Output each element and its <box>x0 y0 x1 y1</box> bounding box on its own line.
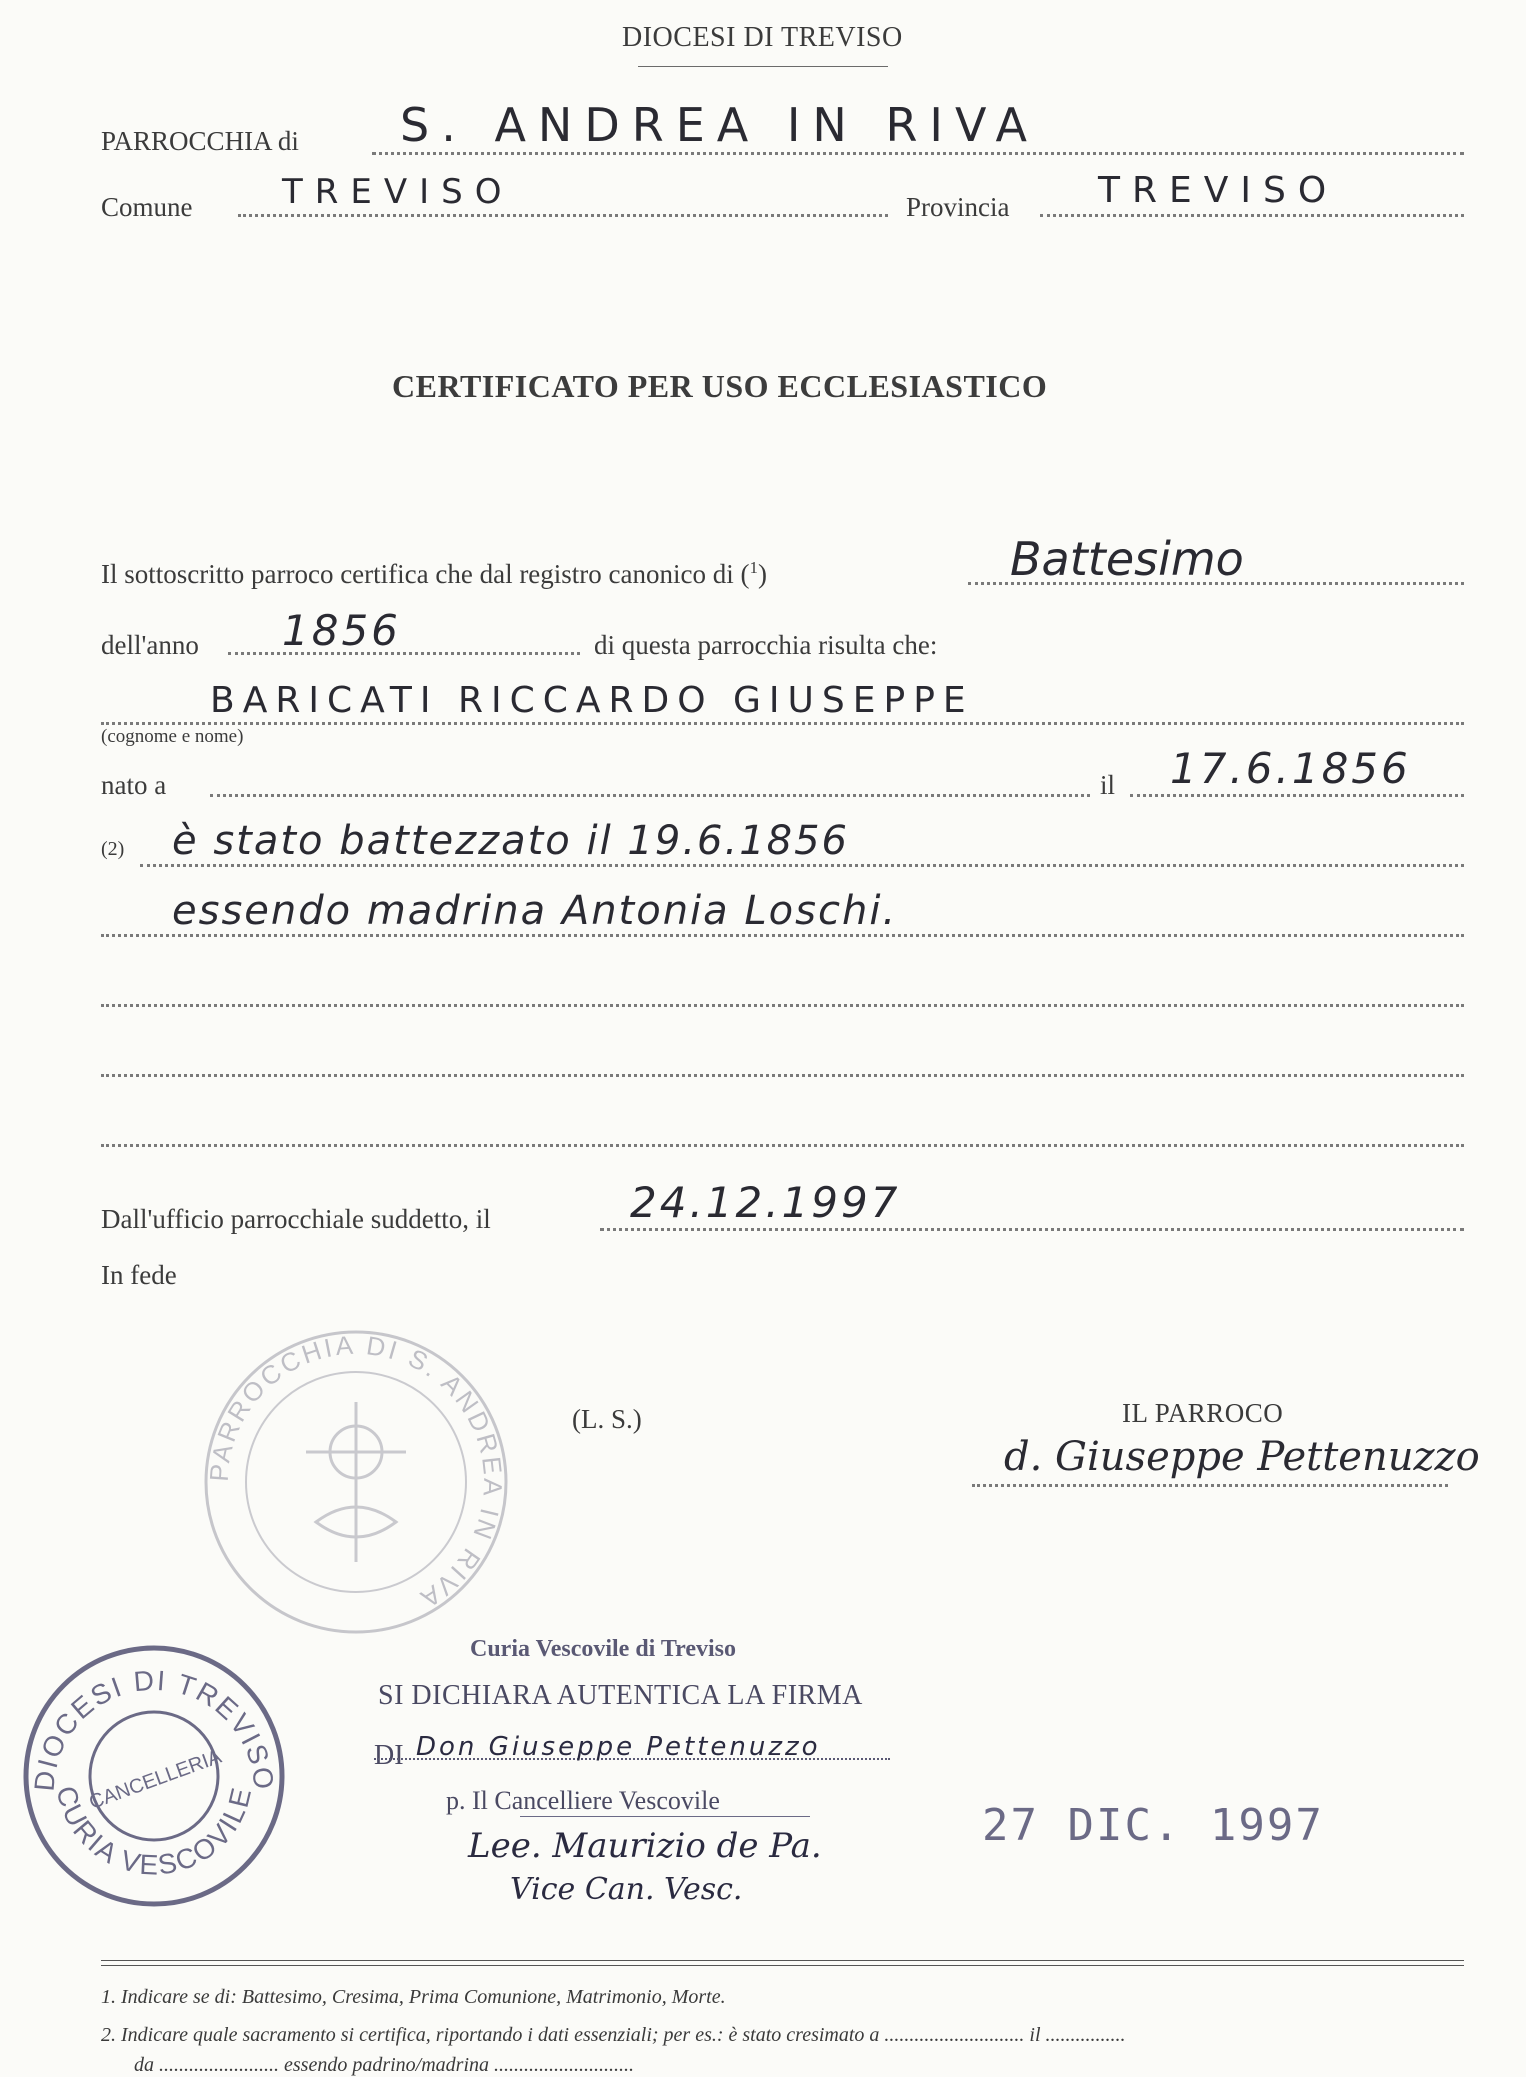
office-label: Dall'ufficio parrocchiale suddetto, il <box>101 1204 491 1234</box>
office-date-value: 24.12.1997 <box>630 1178 901 1227</box>
footnote-ref-1: 1 <box>749 558 758 577</box>
footnote-2a: 2. Indicare quale sacramento si certifica, riportando i dati essenziali; per es.: è stato cresimato a ............................ il ................ <box>101 2024 1126 2046</box>
comune-dotted-line <box>238 214 888 217</box>
intro-text-close: ) <box>758 559 767 589</box>
intro-text-main: Il sottoscritto parroco certifica che dal registro canonico di ( <box>101 559 750 589</box>
chancellery-stamp-graphic <box>18 1640 290 1912</box>
authentic-line: SI DICHIARA AUTENTICA LA FIRMA <box>378 1680 863 1711</box>
name-caption: (cognome e nome) <box>101 726 244 747</box>
detail-dotted-line-5 <box>101 1144 1464 1147</box>
ls-label: (L. S.) <box>572 1404 642 1434</box>
footer-rule-1 <box>101 1960 1464 1961</box>
year-label: dell'anno <box>101 630 199 660</box>
detail-line-1: è stato battezzato il 19.6.1856 <box>172 818 849 864</box>
certificate-title: CERTIFICATO PER USO ECCLESIASTICO <box>392 368 1048 404</box>
born-date-value: 17.6.1856 <box>1170 744 1411 793</box>
date-stamp: 27 DIC. 1997 <box>982 1800 1324 1851</box>
provincia-dotted-line <box>1040 214 1464 217</box>
detail-dotted-line-3 <box>101 1004 1464 1007</box>
svg-text:CURIA VESCOVILE <box>50 1783 257 1881</box>
detail-dotted-line-4 <box>101 1074 1464 1077</box>
born-date-label: il <box>1100 770 1116 800</box>
di-label: DI <box>374 1740 404 1771</box>
name-value: BARICATI RICCARDO GIUSEPPE <box>210 680 974 721</box>
in-fede: In fede <box>101 1260 177 1290</box>
footnote-ref-2: (2) <box>101 838 125 860</box>
footnote-1: 1. Indicare se di: Battesimo, Cresima, Prima Comunione, Matrimonio, Morte. <box>101 1986 726 2008</box>
year-dotted-line <box>228 652 580 655</box>
parroco-label: IL PARROCO <box>1122 1398 1284 1428</box>
footer-rule-2 <box>101 1965 1464 1966</box>
parish-label: PARROCCHIA di <box>101 126 299 156</box>
born-place-dotted-line <box>210 794 1090 797</box>
provincia-label: Provincia <box>906 192 1010 222</box>
born-label: nato a <box>101 770 167 800</box>
chancellor-signature: Lee. Maurizio de Pa. <box>468 1826 822 1866</box>
parish-seal-text: PARROCCHIA DI S. ANDREA IN RIVA <box>203 1329 509 1616</box>
chancellor-label: p. Il Cancelliere Vescovile <box>446 1786 720 1815</box>
round-stamp-top: DIOCESI DI TREVISO <box>28 1664 280 1793</box>
name-dotted-line <box>101 722 1464 725</box>
round-stamp-center: CANCELLERIA <box>86 1745 225 1814</box>
comune-label: Comune <box>101 192 193 222</box>
curia-stamp-title: Curia Vescovile di Treviso <box>470 1636 737 1662</box>
comune-value: TREVISO <box>282 172 514 212</box>
office-date-dotted-line <box>600 1228 1464 1231</box>
round-stamp-bottom: CURIA VESCOVILE <box>50 1782 258 1881</box>
diocese-heading: DIOCESI DI TREVISO <box>622 22 903 53</box>
chancellery-round-stamp <box>18 1640 290 1912</box>
parish-dotted-line <box>372 152 1464 155</box>
register-value: Battesimo <box>1010 532 1244 586</box>
parroco-signature: d. Giuseppe Pettenuzzo <box>1004 1434 1480 1480</box>
parish-value: S. ANDREA IN RIVA <box>400 98 1039 152</box>
provincia-value: TREVISO <box>1098 170 1339 211</box>
chancellor-role: Vice Can. Vesc. <box>510 1872 743 1907</box>
parish-seal-graphic <box>196 1322 516 1642</box>
diocese-underline <box>638 66 888 67</box>
footnote-2b: da ........................ essendo padrino/madrina ............................ <box>134 2054 634 2076</box>
year-value: 1856 <box>282 606 401 655</box>
detail-dotted-line-1 <box>140 864 1464 867</box>
chancellor-underline <box>520 1816 810 1817</box>
detail-line-2: essendo madrina Antonia Loschi. <box>172 888 898 934</box>
parish-seal <box>196 1322 516 1642</box>
di-value: Don Giuseppe Pettenuzzo <box>416 1732 821 1762</box>
born-date-dotted-line <box>1130 794 1464 797</box>
intro-text <box>101 558 767 590</box>
year-suffix: di questa parrocchia risulta che: <box>594 630 938 660</box>
detail-dotted-line-2 <box>101 934 1464 937</box>
parroco-signature-line <box>972 1484 1448 1487</box>
